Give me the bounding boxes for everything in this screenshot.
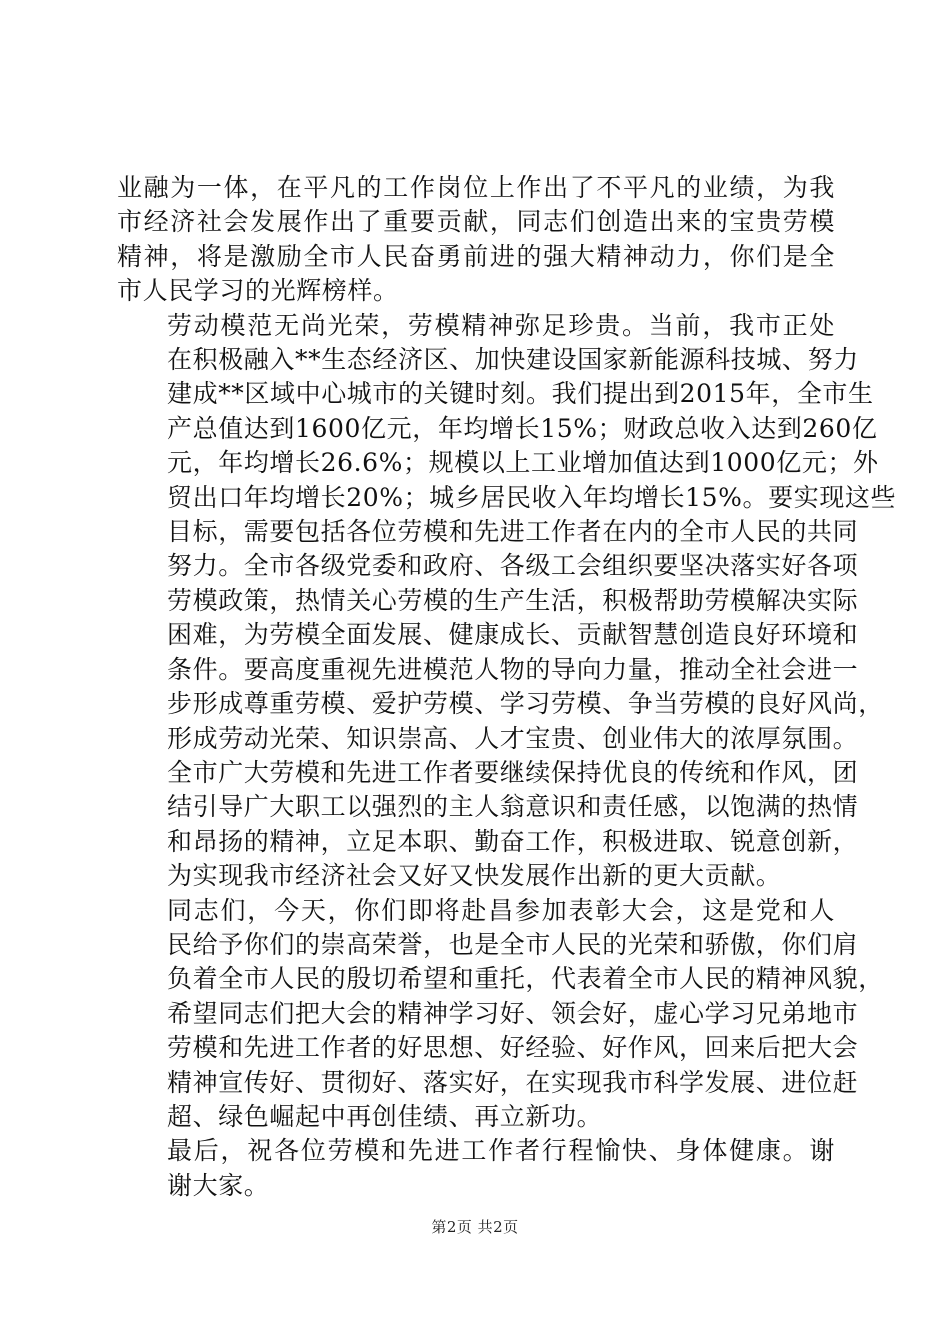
text-line: 精神宣传好、贯彻好、落实好，在实现我市科学发展、进位赶 <box>167 1067 859 1097</box>
text-line: 最后，祝各位劳模和先进工作者行程愉快、身体健康。谢 <box>167 1136 835 1166</box>
text-line: 业融为一体，在平凡的工作岗位上作出了不平凡的业绩，为我 <box>117 173 835 202</box>
paragraph <box>117 1134 835 1203</box>
text-line: 负着全市人民的殷切希望和重托，代表着全市人民的精神风貌， <box>167 964 884 994</box>
document-body <box>117 171 897 1203</box>
text-line: 建成**区域中心城市的关键时刻。我们提出到2015年，全市生 <box>167 379 874 409</box>
text-line: 目标，需要包括各位劳模和先进工作者在内的全市人民的共同 <box>167 517 859 547</box>
text-line: 贸出口年均增长20%；城乡居民收入年均增长15%。要实现这些 <box>167 482 897 512</box>
text-line: 全市广大劳模和先进工作者要继续保持优良的传统和作风，团 <box>167 757 859 787</box>
text-line: 市人民学习的光辉榜样。 <box>117 276 399 306</box>
text-line: 和昂扬的精神，立足本职、勤奋工作，积极进取、锐意创新， <box>167 826 859 856</box>
text-line: 为实现我市经济社会又好又快发展作出新的更大贡献。 <box>167 861 782 891</box>
page-footer: 第2页 共2页 <box>431 1218 519 1236</box>
paragraph <box>117 309 897 894</box>
text-line: 产总值达到1600亿元，年均增长15%；财政总收入达到260亿 <box>167 413 878 443</box>
paragraph <box>117 894 884 1135</box>
text-line: 谢大家。 <box>167 1170 270 1200</box>
text-line: 形成劳动光荣、知识崇高、人才宝贵、创业伟大的浓厚氛围。 <box>167 723 859 753</box>
text-line: 劳模和先进工作者的好思想、好经验、好作风，回来后把大会 <box>167 1033 859 1063</box>
text-line: 努力。全市各级党委和政府、各级工会组织要坚决落实好各项 <box>167 551 859 581</box>
text-line: 同志们，今天，你们即将赴昌参加表彰大会，这是党和人 <box>167 895 835 925</box>
text-line: 劳动模范无尚光荣，劳模精神弥足珍贵。当前，我市正处 <box>167 310 835 340</box>
text-line: 条件。要高度重视先进模范人物的导向力量，推动全社会进一 <box>167 654 859 684</box>
text-line: 精神，将是激励全市人民奋勇前进的强大精神动力，你们是全 <box>117 241 835 271</box>
text-line: 结引导广大职工以强烈的主人翁意识和责任感，以饱满的热情 <box>167 792 859 822</box>
text-line: 市经济社会发展作出了重要贡献，同志们创造出来的宝贵劳模 <box>117 207 835 237</box>
text-line: 民给予你们的崇高荣誉，也是全市人民的光荣和骄傲，你们肩 <box>167 929 859 959</box>
text-line: 困难，为劳模全面发展、健康成长、贡献智慧创造良好环境和 <box>167 620 859 650</box>
paragraph <box>117 171 835 309</box>
text-line: 希望同志们把大会的精神学习好、领会好，虚心学习兄弟地市 <box>167 998 859 1028</box>
text-line: 在积极融入**生态经济区、加快建设国家新能源科技城、努力 <box>167 345 859 375</box>
text-line: 步形成尊重劳模、爱护劳模、学习劳模、争当劳模的良好风尚， <box>167 689 884 719</box>
text-line: 劳模政策，热情关心劳模的生产生活，积极帮助劳模解决实际 <box>167 585 859 615</box>
text-line: 超、绿色崛起中再创佳绩、再立新功。 <box>167 1101 603 1131</box>
text-line: 元，年均增长26.6%；规模以上工业增加值达到1000亿元；外 <box>167 448 879 478</box>
